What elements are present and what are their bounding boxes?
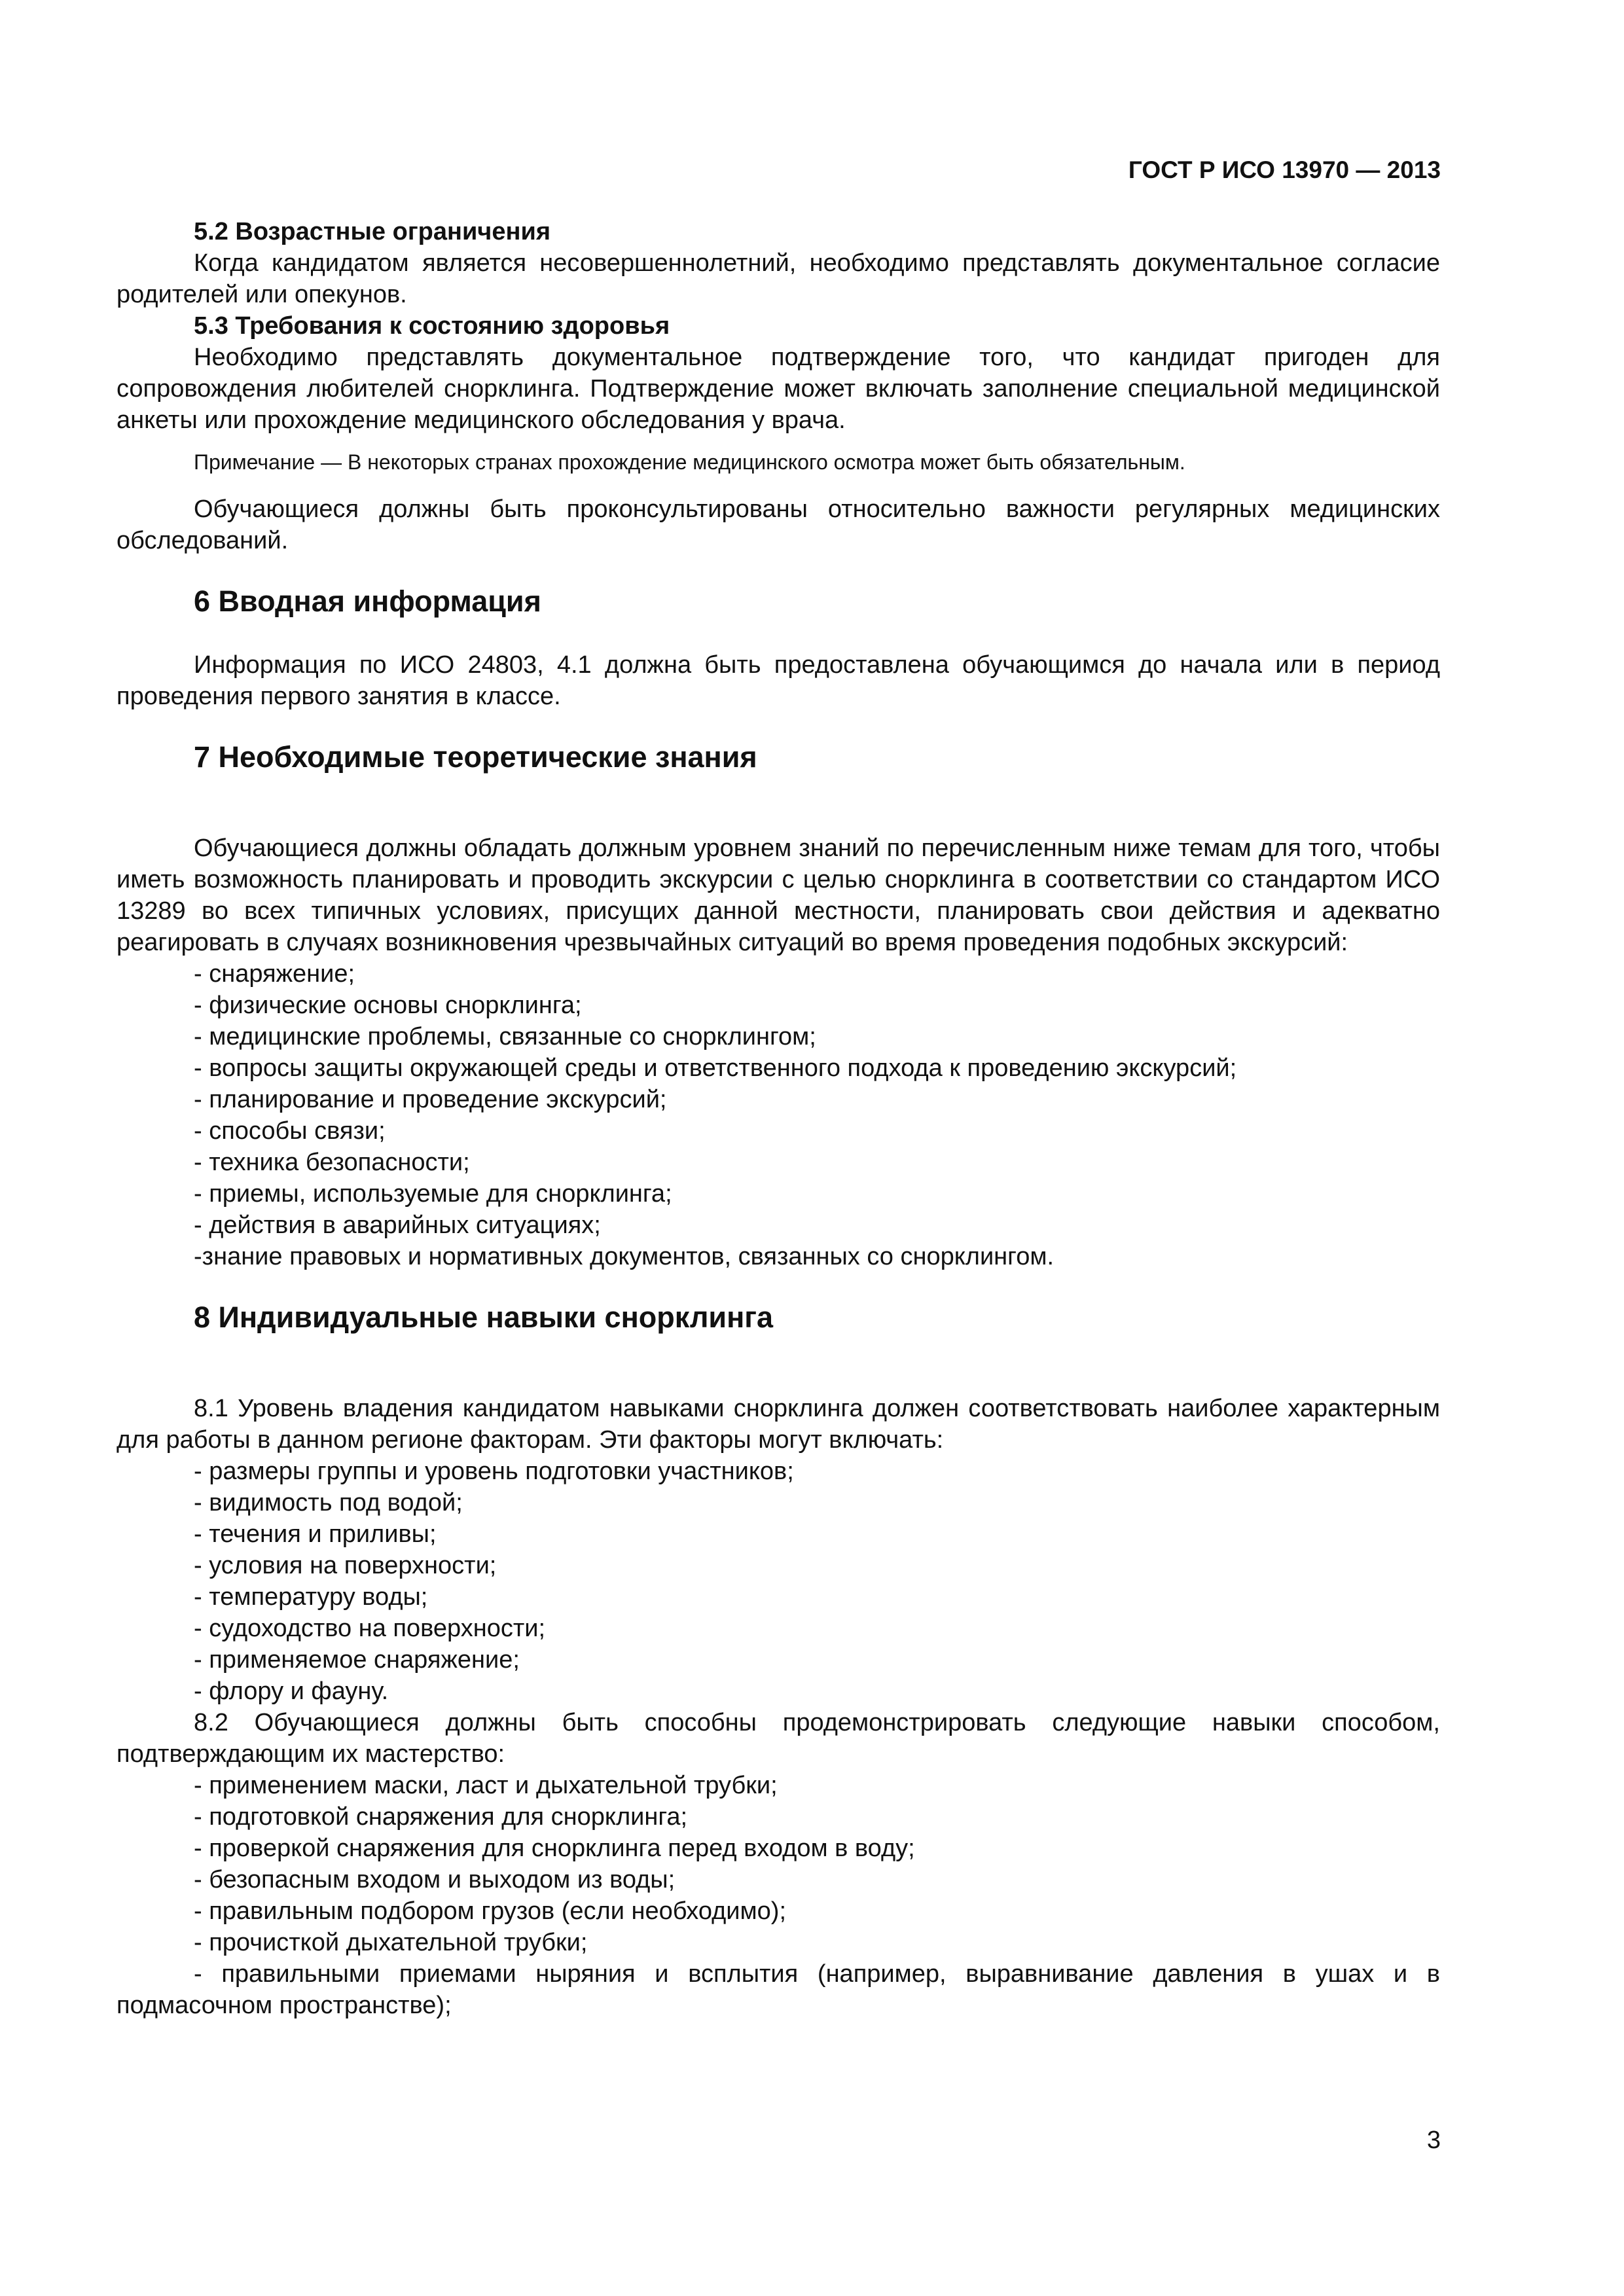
section-7-text: Обучающиеся должны обладать должным уровнем знаний по перечисленным ниже темам для того, чтобы иметь возможность планировать и проводить экскурсии с целью снорклинга в соответствии со стандартом ИСО 13289 во всех типичных условиях, присущих данной местности, планировать свои действия и адекватно реагировать в случаях возникновения чрезвычайных ситуаций во время проведения подобных экскурсий: xyxy=(117,834,1440,956)
list-item: - условия на поверхности; xyxy=(194,1552,497,1579)
list-item: - размеры группы и уровень подготовки участников; xyxy=(194,1458,794,1485)
list-item: - флору и фауну. xyxy=(194,1677,389,1705)
list-item: - подготовкой снаряжения для снорклинга; xyxy=(194,1803,688,1831)
section-5-2-title: 5.2 Возрастные ограничения xyxy=(194,218,550,245)
section-7-list xyxy=(194,958,1440,1272)
list-item: - видимость под водой; xyxy=(194,1489,463,1516)
section-8-2-text: 8.2 Обучающиеся должны быть способны продемонстрировать следующие навыки способом, подтверждающим их мастерство: xyxy=(117,1709,1440,1768)
list-item: - действия в аварийных ситуациях; xyxy=(194,1211,601,1239)
list-item: - способы связи; xyxy=(194,1117,386,1145)
list-item: - правильным подбором грузов (если необходимо); xyxy=(194,1897,787,1925)
section-8-heading: 8 Индивидуальные навыки снорклинга xyxy=(194,1300,774,1334)
section-6-heading: 6 Вводная информация xyxy=(194,584,541,618)
list-item: - прочисткой дыхательной трубки; xyxy=(194,1929,588,1956)
list-item: -знание правовых и нормативных документов, связанных со снорклингом. xyxy=(194,1243,1055,1270)
list-item: - безопасным входом и выходом из воды; xyxy=(194,1866,676,1893)
list-item: - планирование и проведение экскурсий; xyxy=(194,1086,667,1113)
list-item: - техника безопасности; xyxy=(194,1149,470,1176)
standard-header: ГОСТ Р ИСО 13970 — 2013 xyxy=(1128,156,1441,183)
section-5-3-note: Примечание — В некоторых странах прохождение медицинского осмотра может быть обязательным. xyxy=(194,450,1185,474)
list-item: - снаряжение; xyxy=(194,960,355,988)
list-item: - применением маски, ласт и дыхательной трубки; xyxy=(194,1772,778,1799)
section-6-text: Информация по ИСО 24803, 4.1 должна быть предоставлена обучающимся до начала или в период проведения первого занятия в классе. xyxy=(117,651,1440,710)
section-5-3-text-2: Обучающиеся должны быть проконсультированы относительно важности регулярных медицинских обследований. xyxy=(117,495,1440,554)
section-5-3-title: 5.3 Требования к состоянию здоровья xyxy=(194,312,670,340)
section-8-1-list xyxy=(194,1456,1440,1707)
section-8-2-list xyxy=(194,1770,1440,1958)
section-7-heading: 7 Необходимые теоретические знания xyxy=(194,740,757,774)
page-number: 3 xyxy=(1426,2126,1441,2154)
list-item: - проверкой снаряжения для снорклинга перед входом в воду; xyxy=(194,1835,915,1862)
page-content xyxy=(117,216,1440,2021)
section-8-2-last-item: - правильными приемами ныряния и всплытия (например, выравнивание давления в ушах и в подмасочном пространстве); xyxy=(117,1960,1440,2019)
list-item: - судоходство на поверхности; xyxy=(194,1615,546,1642)
list-item: - температуру воды; xyxy=(194,1583,428,1611)
list-item: - вопросы защиты окружающей среды и ответственного подхода к проведению экскурсий; xyxy=(194,1054,1237,1082)
list-item: - течения и приливы; xyxy=(194,1520,437,1548)
list-item: - приемы, используемые для снорклинга; xyxy=(194,1180,672,1208)
section-5-2-text: Когда кандидатом является несовершеннолетний, необходимо представлять документальное согласие родителей или опекунов. xyxy=(117,249,1440,308)
section-5-3-text: Необходимо представлять документальное подтверждение того, что кандидат пригоден для сопровождения любителей снорклинга. Подтверждение может включать заполнение специальной медицинской анкеты или прохождение медицинского обследования у врача. xyxy=(117,344,1440,434)
list-item: - физические основы снорклинга; xyxy=(194,992,582,1019)
section-8-1-text: 8.1 Уровень владения кандидатом навыками снорклинга должен соответствовать наиболее характерным для работы в данном регионе факторам. Эти факторы могут включать: xyxy=(117,1395,1440,1454)
list-item: - медицинские проблемы, связанные со снорклингом; xyxy=(194,1023,816,1050)
list-item: - применяемое снаряжение; xyxy=(194,1646,520,1674)
